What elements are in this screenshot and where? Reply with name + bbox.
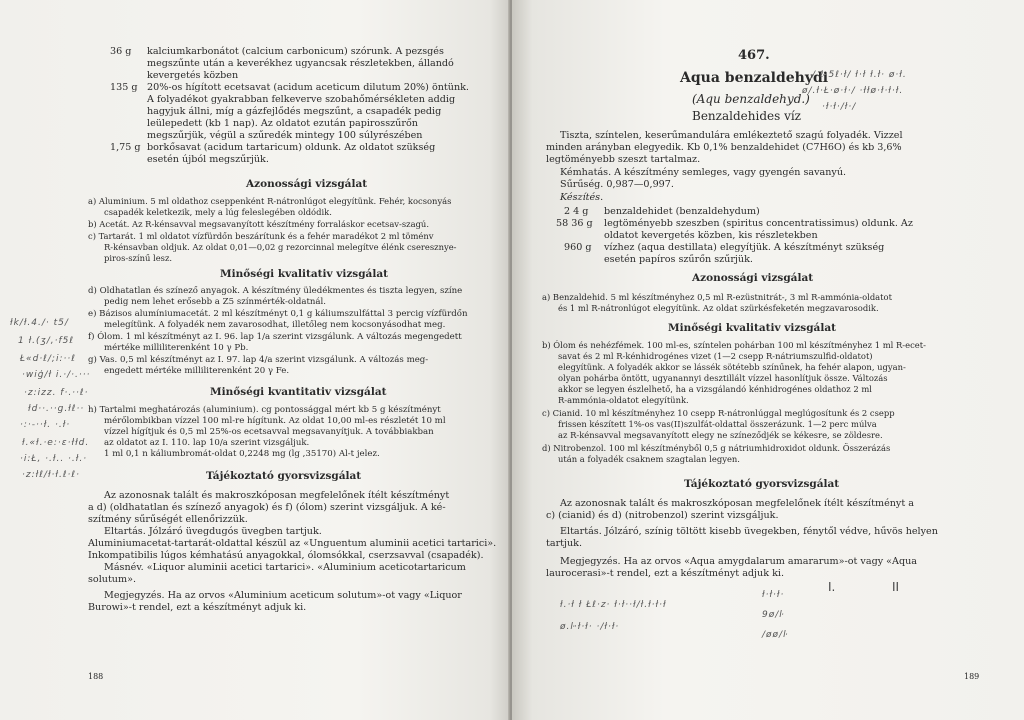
line: 20%-os hígított ecetsavat (acidum aceticum dilutum 20%) öntünk.	[147, 82, 469, 93]
line: pedig nem lehet erősebb a Z5 színmérték-oldatnál.	[104, 297, 327, 307]
entry-title: Aqua benzaldehydi	[680, 70, 829, 86]
line: solutum».	[88, 574, 136, 585]
line: az R-kénsavval megsavanyított elegy ne színeződjék se kékesre, se zöldesre.	[558, 430, 883, 440]
line: engedett mértéke milliliterenként 20 γ Fe.	[104, 366, 290, 376]
line: megszűnte után a keverékhez ugyancsak részletekben, állandó	[147, 58, 454, 69]
line: Tiszta, színtelen, keserűmandulára emlékeztető szagú folyadék. Vizzel	[560, 130, 903, 141]
line: Eltartás. Jólzáró, színig töltött kisebb üvegekben, fénytől védve, hűvös helyen	[560, 526, 938, 537]
handwritten-note: ·z:izz. f·.··ℓ·	[24, 388, 89, 398]
line: csapadék keletkezik, mely a lúg feleslegében oldódik.	[104, 207, 332, 217]
line: Aluminiumacetat-tartarát-oldattal készül az «Unguentum aluminii acetici tartarici».	[88, 538, 497, 549]
line: Kémhatás. A készítmény semleges, vagy gyengén savanyú.	[560, 167, 847, 178]
line: leülepedett (kb 1 nap). Az oldatot ezután papirosszűrőn	[147, 118, 418, 129]
pencil-mark: I.	[828, 580, 836, 594]
handwritten-note: łk/ł.4./· t5/	[10, 318, 69, 328]
line: g) Vas. 0,5 ml készítményt az I. 97. lap 4/a szerint vizsgálunk. A változás meg-	[88, 355, 429, 365]
page-number-right: 189	[964, 672, 980, 681]
line: hagyjuk állni, míg a gázfejlődés megszűnt, a csapadék pedig	[147, 106, 442, 117]
quality-heading-left: Minőségi kvalitativ vizsgálat	[220, 268, 388, 280]
line: Eltartás. Jólzáró üvegdugós üvegben tartjuk.	[104, 526, 322, 537]
line: f) Ólom. 1 ml készítményt az I. 96. lap 1/a szerint vizsgálunk. A változás megengedett	[88, 332, 462, 342]
line: vízzel hígítjuk és 0,5 ml 25%-os ecetsavval megsavanyítjuk. A továbbiakban	[104, 427, 434, 437]
line: R-ammónia-oldatot elegyítünk.	[558, 395, 689, 405]
identity-heading-left: Azonossági vizsgálat	[246, 178, 368, 190]
line: az oldatot az I. 110. lap 10/a szerint vizsgáljuk.	[104, 438, 310, 448]
line: Inkompatibilis lúgos kémhatású anyagokkal, ólomsókkal, cserzsavval (csapadék).	[88, 550, 484, 561]
qty: 960 g	[564, 242, 592, 253]
line: legtöményebb szeszt tartalmaz.	[546, 154, 701, 165]
line: mérőlombikban vízzel 100 ml-re hígítunk. Az oldat 10,00 ml-es részletét 10 ml	[104, 416, 446, 426]
line: oldatot kevergetés közben, kis részletekben	[604, 230, 818, 241]
qty: 58 36 g	[556, 218, 593, 229]
qty: 135 g	[110, 82, 138, 93]
line: e) Bázisos alumíniumacetát. 2 ml készítményt 0,1 g káliumszulfáttal 3 percig vízfürdőn	[88, 309, 468, 319]
line: c) Tartarát. 1 ml oldatot vízfürdőn beszárítunk és a fehér maradékot 2 ml töménv	[88, 231, 434, 241]
line: savat és 2 ml R-kénhidrogénes vizet (1—2 csepp R-nátriumszulfid-oldatot)	[558, 351, 873, 361]
line: melegítünk. A folyadék nem zavarosodhat, illetőleg nem kocsonyásodhat meg.	[104, 320, 446, 330]
pencil-mark: II	[892, 580, 900, 594]
line: mértéke milliliterenként 10 γ Pb.	[104, 343, 249, 353]
identity-heading-right: Azonossági vizsgálat	[692, 272, 814, 284]
line: laurocerasi»-t rendel, ezt a készítményt adjuk ki.	[546, 568, 785, 579]
page-number-left: 188	[88, 672, 104, 681]
line: esetén újból megszűrjük.	[147, 154, 269, 165]
line: h) Tartalmi meghatározás (aluminium). cg pontossággal mért kb 5 g készítményt	[88, 405, 441, 415]
line: a d) (oldhatatlan és színező anyagok) és f) (ólom) szerint vizsgáljuk. A ké-	[88, 502, 446, 513]
prep-heading: Készítés.	[560, 192, 604, 203]
line: Megjegyzés. Ha az orvos «Aqua amygdalarum amararum»-ot vagy «Aqua	[560, 556, 918, 567]
entry-number: 467.	[738, 48, 770, 63]
line: d) Oldhatatlan és színező anyagok. A készítmény üledékmentes és tiszta legyen, színe	[88, 286, 463, 296]
line: frissen készített 1%-os vas(II)szulfát-oldattal összerázunk. 1—2 perc múlva	[558, 419, 877, 429]
handwritten-note: ·ł·ł·/ł·/	[822, 102, 857, 112]
line: megszűrjük, végül a szűredék mintegy 100 súlyrészében	[147, 130, 423, 141]
line: kevergetés közben	[147, 70, 239, 81]
line: esetén papíros szűrőn szűrjük.	[604, 254, 753, 265]
line: Burowi»-t rendel, ezt a készítményt adjuk ki.	[88, 602, 307, 613]
line: d) Nitrobenzol. 100 ml készítményből 0,5 g nátriumhidroxidot oldunk. Összerázás	[542, 443, 891, 453]
handwritten-note: ·z:łℓ/ł·ł.ℓ·ℓ·	[22, 470, 80, 480]
quantity-heading-left: Minőségi kvantitativ vizsgálat	[210, 386, 387, 398]
line: b) Ólom és nehézfémek. 100 ml-es, színtelen pohárban 100 ml készítményhez 1 ml R-ecet-	[542, 340, 926, 350]
handwritten-note: ł·ł·ł·	[762, 590, 785, 600]
line: a) Aluminium. 5 ml oldathoz cseppenként R-nátronlúgot elegyítünk. Fehér, kocsonyás	[88, 196, 452, 206]
line: c) (cianid) és d) (nitrobenzol) szerint vizsgáljuk.	[546, 510, 779, 521]
line: piros-színű lesz.	[104, 253, 173, 263]
quality-heading-right: Minőségi kvalitativ vizsgálat	[668, 322, 836, 334]
line: b) Acetát. Az R-kénsavval megsavanyított készítmény forraláskor ecetsav-szagú.	[88, 219, 429, 229]
handwritten-note: ·i:Ł, ·.ł.. ·.ł.·	[20, 454, 88, 464]
handwritten-note: 1 ł.(ʒ/,·f5ℓ	[18, 336, 75, 346]
line: Megjegyzés. Ha az orvos «Aluminium aceticum solutum»-ot vagy «Liquor	[104, 590, 462, 601]
left-page	[0, 0, 510, 720]
handwritten-note: ł.«ł.·e:·ɛ·łłd.	[22, 438, 90, 448]
handwritten-note: 9ø/ŀ	[762, 610, 783, 620]
qty: 36 g	[110, 46, 132, 57]
line: akkor se legyen észlelhető, ha a vizsgálandó kénhidrogénes oldathoz 2 ml	[558, 384, 872, 394]
line: szítmény sűrűségét ellenőrizzük.	[88, 514, 248, 525]
handwritten-note: /øø/ŀ	[762, 630, 787, 640]
handwritten-note: ł.·ł ł Łℓ·z· ł·ł··ł/ł.ł·ł·ł	[560, 600, 667, 610]
info-heading-right: Tájékoztató gyorsvizsgálat	[684, 478, 840, 490]
entry-hungarian: Benzaldehides víz	[692, 109, 802, 123]
line: és 1 ml R-nátronlúgot elegyítünk. Az oldat szürkésfeketén megzavarosodik.	[558, 303, 879, 313]
handwritten-note: Ł«d·ℓ/;i:··ℓ	[20, 354, 76, 364]
right-page	[512, 0, 1024, 720]
line: Sűrűség. 0,987—0,997.	[560, 179, 674, 190]
info-heading-left: Tájékoztató gyorsvizsgálat	[206, 470, 362, 482]
line: elegyítünk. A folyadék akkor se lássék sötétebb színűnek, ha fehér alapon, ugyan-	[558, 362, 906, 372]
line: c) Cianid. 10 ml készítményhez 10 csepp R-nátronlúggal meglúgosítunk és 2 csepp	[542, 408, 895, 418]
line: borkősavat (acidum tartaricum) oldunk. Az oldatot szükség	[147, 142, 436, 153]
line: minden arányban elegyedik. Kb 0,1% benzaldehidet (C7H6O) és kb 3,6%	[546, 142, 902, 153]
entry-latin: (Aqu benzaldehyd.)	[692, 92, 810, 106]
handwritten-note: łd··.··g.łℓ··	[28, 404, 85, 414]
line: legtöményebb szeszben (spiritus concentratissimus) oldunk. Az	[604, 218, 913, 229]
handwritten-note: ·wiģ/ł i.·/·.···	[22, 370, 91, 380]
line: a) Benzaldehid. 5 ml készítményhez 0,5 ml R-ezüstnitrát-, 3 ml R-ammónia-oldatot	[542, 292, 892, 302]
line: után a folyadék csaknem szagtalan legyen.	[558, 454, 740, 464]
handwritten-note: ø.ŀ·ł·ł· ·/ł·ł·	[560, 622, 620, 632]
handwritten-note: ø/.ł·Ł·ø·ł·/ ·łłø·ł·ł·ł.	[802, 86, 904, 96]
line: vízhez (aqua destillata) elegyítjük. A készítményt szükség	[604, 242, 885, 253]
handwritten-note: ·:·-··ł. ·.ł·	[20, 420, 71, 430]
qty: 2 4 g	[564, 206, 589, 217]
line: A folyadékot gyakrabban felkeverve szobahőmérsékleten addig	[147, 94, 456, 105]
line: Másnév. «Liquor aluminii acetici tartarici». «Aluminium aceticotartaricum	[104, 562, 466, 573]
line: olyan pohárba öntött, ugyanannyi desztillált vízzel hasonlítjuk össze. Változás	[558, 373, 888, 383]
line: benzaldehidet (benzaldehydum)	[604, 206, 760, 217]
line: tartjuk.	[546, 538, 583, 549]
qty: 1,75 g	[110, 142, 141, 153]
line: R-kénsavban oldjuk. Az oldat 0,01—0,02 g rezorcinnal melegítve élénk cseresznye-	[104, 242, 457, 252]
line: 1 ml 0,1 n káliumbromát-oldat 0,2248 mg (lg ,35170) Al-t jelez.	[104, 449, 380, 459]
line: kalciumkarbonátot (calcium carbonicum) szórunk. A pezsgés	[147, 46, 444, 57]
handwritten-note: / ℓ·5ℓ·ł/ ł·ł ł.ł· ø·ł.	[812, 70, 907, 80]
line: Az azonosnak talált és makroszkóposan megfelelőnek ítélt készítményt	[104, 490, 450, 501]
line: Az azonosnak talált és makroszkóposan megfelelőnek ítélt készítményt a	[560, 498, 914, 509]
